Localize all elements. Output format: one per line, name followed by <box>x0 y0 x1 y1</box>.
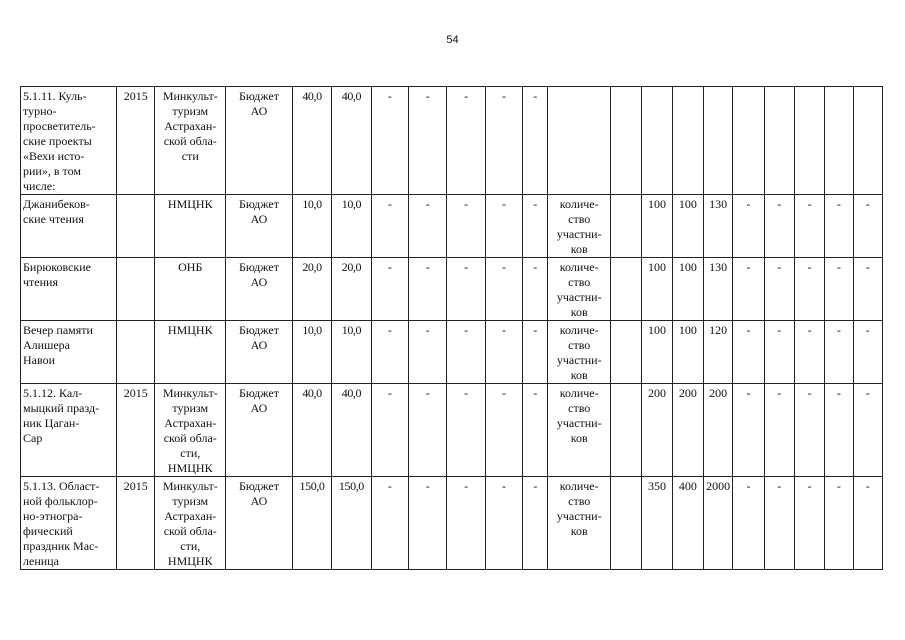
table-row <box>21 87 883 195</box>
amount-2015-cell: 10,0 <box>332 195 371 258</box>
event-name-cell: Бирюковские чтения <box>21 258 117 321</box>
indicator-value-cell: 100 <box>672 195 703 258</box>
indicator-value-cell: 100 <box>642 195 672 258</box>
funding-source-cell: Бюджет АО <box>226 195 293 258</box>
amount-year-cell: - <box>371 87 408 195</box>
amount-year-cell: - <box>447 321 485 384</box>
amount-year-cell: - <box>371 321 408 384</box>
amount-year-cell: - <box>447 195 485 258</box>
indicator-value-cell <box>611 384 642 477</box>
amount-year-cell: - <box>485 384 522 477</box>
indicator-value-cell <box>642 87 672 195</box>
amount-year-cell: - <box>523 321 548 384</box>
indicator-value-cell: 100 <box>642 258 672 321</box>
amount-year-cell: - <box>409 87 447 195</box>
total-amount-cell: 40,0 <box>292 384 331 477</box>
indicator-value-cell: - <box>733 321 764 384</box>
indicator-value-cell <box>672 87 703 195</box>
indicator-value-cell: - <box>825 195 853 258</box>
amount-2015-cell: 40,0 <box>332 384 371 477</box>
indicator-value-cell: 200 <box>703 384 732 477</box>
amount-year-cell: - <box>371 258 408 321</box>
indicator-value-cell: 350 <box>642 477 672 570</box>
amount-year-cell: - <box>523 87 548 195</box>
amount-year-cell: - <box>485 195 522 258</box>
indicator-value-cell: - <box>794 321 824 384</box>
indicator-value-cell <box>825 87 853 195</box>
indicator-value-cell: - <box>764 477 794 570</box>
event-name-cell: Джанибеков- ские чтения <box>21 195 117 258</box>
indicator-value-cell: - <box>733 195 764 258</box>
total-amount-cell: 40,0 <box>292 87 331 195</box>
amount-year-cell: - <box>409 477 447 570</box>
indicator-value-cell <box>764 87 794 195</box>
indicator-value-cell: 120 <box>703 321 732 384</box>
executor-cell: Минкульт- туризм Астрахан- ской обла- сти, НМЦНК <box>155 384 226 477</box>
year-cell: 2015 <box>117 87 155 195</box>
funding-source-cell: Бюджет АО <box>226 384 293 477</box>
indicator-value-cell: 200 <box>642 384 672 477</box>
indicator-value-cell: - <box>825 258 853 321</box>
amount-2015-cell: 150,0 <box>332 477 371 570</box>
year-cell <box>117 258 155 321</box>
indicator-cell <box>548 87 611 195</box>
indicator-value-cell: - <box>794 384 824 477</box>
indicator-value-cell <box>611 195 642 258</box>
indicator-value-cell: - <box>794 477 824 570</box>
year-cell: 2015 <box>117 384 155 477</box>
indicator-value-cell: - <box>853 321 883 384</box>
indicator-value-cell: 100 <box>672 258 703 321</box>
total-amount-cell: 20,0 <box>292 258 331 321</box>
amount-year-cell: - <box>447 384 485 477</box>
indicator-value-cell <box>703 87 732 195</box>
amount-year-cell: - <box>523 384 548 477</box>
indicator-value-cell: - <box>794 258 824 321</box>
indicator-value-cell: - <box>733 477 764 570</box>
amount-year-cell: - <box>485 258 522 321</box>
indicator-value-cell: - <box>764 195 794 258</box>
amount-year-cell: - <box>409 195 447 258</box>
event-name-cell: 5.1.13. Област- ной фольклор- но-этногра- фический праздник Мас- леница <box>21 477 117 570</box>
indicator-value-cell: - <box>764 258 794 321</box>
indicator-cell: количе- ство участни- ков <box>548 477 611 570</box>
table-row <box>21 384 883 477</box>
indicator-value-cell: - <box>733 258 764 321</box>
table-body <box>21 87 883 570</box>
amount-2015-cell: 10,0 <box>332 321 371 384</box>
table-row <box>21 321 883 384</box>
funding-source-cell: Бюджет АО <box>226 87 293 195</box>
executor-cell: ОНБ <box>155 258 226 321</box>
funding-source-cell: Бюджет АО <box>226 321 293 384</box>
indicator-value-cell <box>733 87 764 195</box>
amount-year-cell: - <box>523 195 548 258</box>
indicator-value-cell <box>611 87 642 195</box>
indicator-value-cell <box>853 87 883 195</box>
event-name-cell: Вечер памяти Алишера Навои <box>21 321 117 384</box>
indicator-cell: количе- ство участни- ков <box>548 195 611 258</box>
indicator-value-cell: 130 <box>703 195 732 258</box>
indicator-value-cell: - <box>825 384 853 477</box>
indicator-cell: количе- ство участни- ков <box>548 258 611 321</box>
indicator-value-cell: - <box>853 258 883 321</box>
amount-2015-cell: 20,0 <box>332 258 371 321</box>
amount-year-cell: - <box>447 477 485 570</box>
executor-cell: НМЦНК <box>155 195 226 258</box>
indicator-value-cell: 130 <box>703 258 732 321</box>
amount-year-cell: - <box>371 384 408 477</box>
amount-year-cell: - <box>523 258 548 321</box>
indicator-value-cell: - <box>794 195 824 258</box>
indicator-value-cell <box>794 87 824 195</box>
indicator-value-cell: - <box>733 384 764 477</box>
event-name-cell: 5.1.12. Кал- мыцкий празд- ник Цаган- Сар <box>21 384 117 477</box>
indicator-cell: количе- ство участни- ков <box>548 321 611 384</box>
amount-2015-cell: 40,0 <box>332 87 371 195</box>
amount-year-cell: - <box>447 258 485 321</box>
amount-year-cell: - <box>371 477 408 570</box>
indicator-value-cell: - <box>764 321 794 384</box>
table-row <box>21 195 883 258</box>
year-cell <box>117 195 155 258</box>
event-name-cell: 5.1.11. Куль- турно- просветитель- ские проекты «Вехи исто- рии», в том числе: <box>21 87 117 195</box>
indicator-value-cell: 100 <box>642 321 672 384</box>
year-cell <box>117 321 155 384</box>
indicator-cell: количе- ство участни- ков <box>548 384 611 477</box>
indicator-value-cell: 2000 <box>703 477 732 570</box>
amount-year-cell: - <box>485 321 522 384</box>
funding-source-cell: Бюджет АО <box>226 258 293 321</box>
indicator-value-cell: - <box>853 384 883 477</box>
executor-cell: Минкульт- туризм Астрахан- ской обла- сти <box>155 87 226 195</box>
executor-cell: Минкульт- туризм Астрахан- ской обла- сти, НМЦНК <box>155 477 226 570</box>
indicator-value-cell <box>611 477 642 570</box>
table-row <box>21 258 883 321</box>
indicator-value-cell <box>611 321 642 384</box>
amount-year-cell: - <box>409 321 447 384</box>
amount-year-cell: - <box>485 477 522 570</box>
indicator-value-cell: 200 <box>672 384 703 477</box>
indicator-value-cell: - <box>853 195 883 258</box>
indicator-value-cell: - <box>764 384 794 477</box>
amount-year-cell: - <box>523 477 548 570</box>
total-amount-cell: 10,0 <box>292 321 331 384</box>
total-amount-cell: 10,0 <box>292 195 331 258</box>
amount-year-cell: - <box>371 195 408 258</box>
indicator-value-cell: 400 <box>672 477 703 570</box>
funding-source-cell: Бюджет АО <box>226 477 293 570</box>
amount-year-cell: - <box>409 384 447 477</box>
program-table <box>20 86 883 570</box>
indicator-value-cell: - <box>825 321 853 384</box>
indicator-value-cell: 100 <box>672 321 703 384</box>
amount-year-cell: - <box>447 87 485 195</box>
amount-year-cell: - <box>485 87 522 195</box>
executor-cell: НМЦНК <box>155 321 226 384</box>
year-cell: 2015 <box>117 477 155 570</box>
indicator-value-cell: - <box>825 477 853 570</box>
total-amount-cell: 150,0 <box>292 477 331 570</box>
table-row <box>21 477 883 570</box>
page-number: 54 <box>446 34 459 46</box>
indicator-value-cell <box>611 258 642 321</box>
amount-year-cell: - <box>409 258 447 321</box>
indicator-value-cell: - <box>853 477 883 570</box>
